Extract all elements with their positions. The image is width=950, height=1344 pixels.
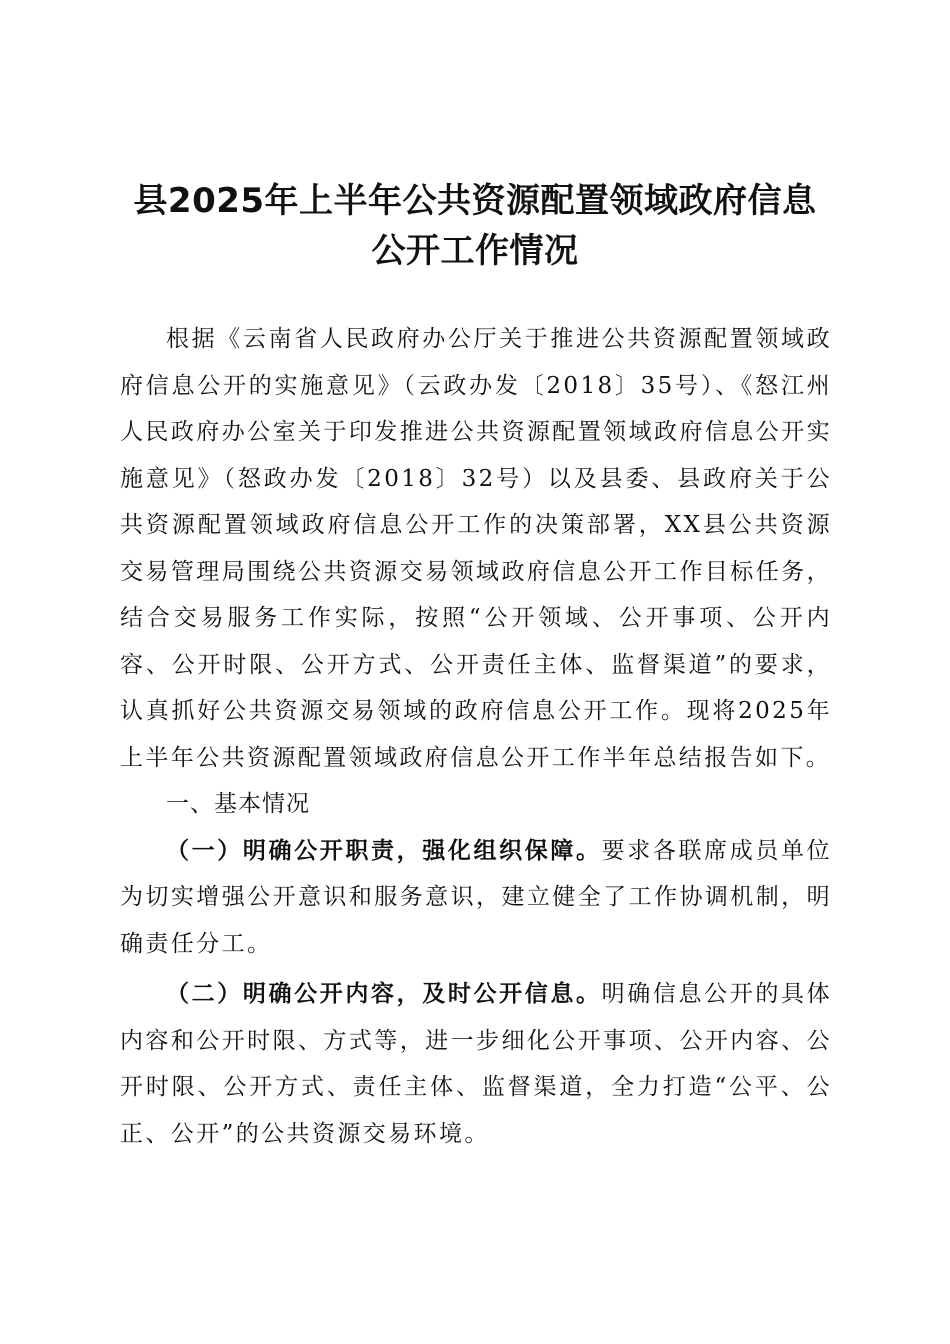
subsection-2-text: 明确信息公开的具体内容和公开时限、方式等，进一步细化公开事项、公开内容、公开时限、公开方式、责任主体、监督渠道，全力打造“公平、公正、公开”的公共资源交易环境。	[120, 981, 832, 1147]
subsection-2-lead: （二）明确公开内容，及时公开信息。	[166, 981, 602, 1007]
title-line-2: 公开工作情况	[371, 231, 579, 271]
subsection-2-paragraph	[120, 971, 832, 1157]
document-body	[120, 316, 832, 1157]
subsection-1-paragraph	[120, 828, 832, 968]
subsection-1-lead: （一）明确公开职责，强化组织保障。	[166, 837, 602, 864]
title-line-1: 县2025年上半年公共资源配置领域政府信息	[133, 181, 817, 221]
section-heading-basic-situation: 一、基本情况	[166, 791, 310, 817]
intro-paragraph: 根据《云南省人民政府办公厅关于推进公共资源配置领域政府信息公开的实施意见》（云政办发〔2018〕35号）、《怒江州人民政府办公室关于印发推进公共资源配置领域政府信息公开实施意见》（怒政办发〔2018〕32号）以及县委、县政府关于公共资源配置领域政府信息公开工作的决策部署，XX县公共资源交易管理局围绕公共资源交易领域政府信息公开工作目标任务，结合交易服务工作实际，按照“公开领域、公开事项、公开内容、公开时限、公开方式、公开责任主体、监督渠道”的要求，认真抓好公共资源交易领域的政府信息公开工作。现将2025年上半年公共资源配置领域政府信息公开工作半年总结报告如下。	[120, 326, 832, 771]
subsection-1-text: 要求各联席成员单位为切实增强公开意识和服务意识，建立健全了工作协调机制，明确责任分工。	[120, 837, 832, 957]
document-title	[100, 176, 850, 276]
